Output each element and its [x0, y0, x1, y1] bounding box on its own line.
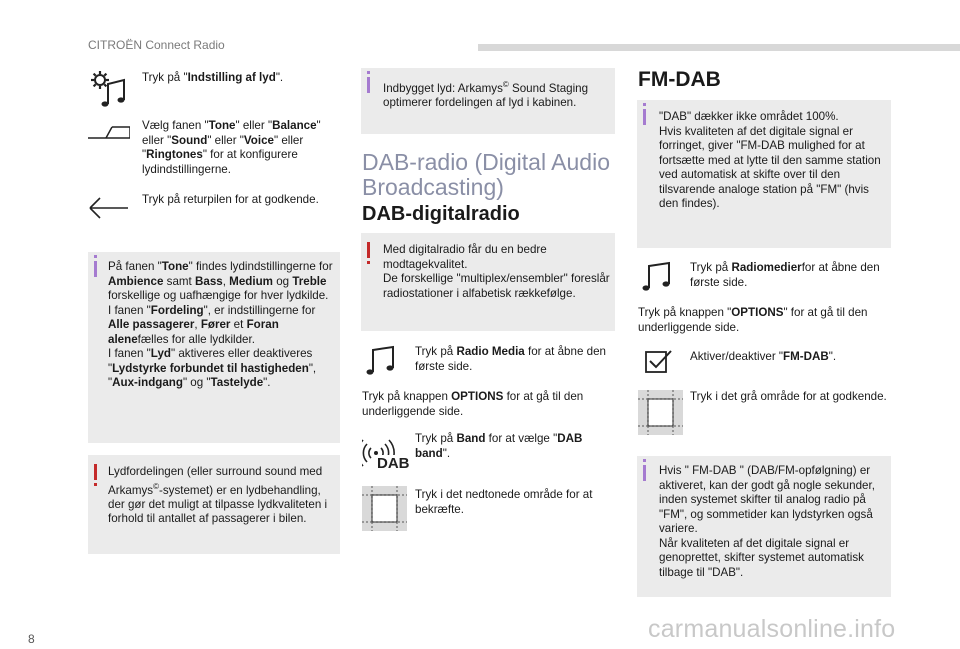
page-number: 8	[28, 632, 35, 646]
step-radio-media: Tryk på Radio Media for at åbne den første side.	[415, 345, 606, 373]
step-confirm-grey-fm: Tryk i det grå område for at godkende.	[690, 390, 887, 403]
back-arrow-icon	[88, 196, 130, 220]
warning-marker-icon	[367, 242, 370, 258]
warning-box-digital: Med digitalradio får du en bedre modtagekvalitet. De forskellige "multiplex/ensembler" foreslår radiostationer i alfabetisk rækkefølge.	[361, 233, 615, 331]
music-note-icon	[641, 260, 673, 292]
music-note-icon	[365, 344, 397, 376]
grey-area-icon	[638, 390, 683, 435]
info-marker-icon	[643, 109, 646, 125]
info-box-fm-dab-switch: Hvis " FM-DAB " (DAB/FM-opfølgning) er aktiveret, kan der godt gå nogle sekunder, inden systemet skifter til analog radio på "FM", og sommetider kan lydstyrken også variere. Når kvaliteten af det digitale signal er genoprettet, skifter systemet automatisk tilbage til "DAB".	[637, 456, 891, 597]
info-marker-icon	[643, 465, 646, 481]
info-box-arkamys: Indbygget lyd: Arkamys© Sound Staging optimerer fordelingen af lyd i kabinen.	[361, 68, 615, 134]
info-box-tone: På fanen "Tone" findes lydindstillingerne for Ambience samt Bass, Medium og Treble forskellige og uafhængige for hver lydkilde. I fanen "Fordeling", er indstillingerne for Alle passagerer, Fører et Foran alenefælles for alle lydkilder. I fanen "Lyd" aktiveres eller deaktiveres "Lydstyrke forbundet til hastigheden", "Aux-indgang" og "Tastelyde".	[88, 252, 340, 443]
step-radiomedier: Tryk på Radiomedierfor at åbne den første side.	[690, 261, 880, 289]
para-options: Tryk på knappen OPTIONS for at gå til den underliggende side.	[362, 390, 584, 418]
step-toggle-fm-dab: Aktiver/deaktiver "FM-DAB".	[690, 350, 837, 363]
step-band: Tryk på Band for at vælge "DAB band".	[415, 432, 583, 460]
fm-dab-title: FM-DAB	[638, 68, 721, 91]
dab-band-icon	[362, 433, 408, 473]
document-header: CITROËN Connect Radio	[88, 38, 225, 52]
dab-icon-label: DAB	[377, 455, 410, 472]
warning-marker-icon	[94, 464, 97, 480]
grey-area-icon	[362, 486, 407, 531]
header-bar	[478, 44, 960, 51]
checkbox-icon	[645, 349, 673, 373]
step-open-sound-settings: Tryk på "Indstilling af lyd".	[142, 71, 284, 84]
subsection-title-dab: DAB-digitalradio	[362, 203, 520, 225]
step-select-tab: Vælg fanen "Tone" eller "Balance" eller "Sound" eller "Voice" eller "Ringtones" for at konfigurere lydindstillingerne.	[142, 119, 321, 176]
section-title-dab: DAB-radio (Digital Audio Broadcasting)	[362, 149, 611, 200]
info-marker-icon	[367, 77, 370, 93]
watermark: carmanualsonline.info	[648, 615, 896, 643]
step-confirm-back: Tryk på returpilen for at godkende.	[142, 193, 319, 206]
para-options-fm: Tryk på knappen "OPTIONS" for at gå til den underliggende side.	[638, 306, 868, 334]
settings-music-icon	[88, 68, 128, 108]
info-box-dab-coverage: "DAB" dækker ikke området 100%. Hvis kvaliteten af det digitale signal er forringet, giver "FM-DAB mulighed for at fortsætte med at lytte til den samme station ved automatisk at skifte over til den tilsvarende analoge station på "FM" (hvis den findes).	[637, 100, 891, 248]
step-confirm-grey: Tryk i det nedtonede område for at bekræfte.	[415, 488, 593, 516]
info-marker-icon	[94, 261, 97, 277]
warning-box-distribution: Lydfordelingen (eller surround sound med Arkamys©-systemet) er en lydbehandling, der gør det muligt at tilpasse lydkvaliteten i forhold til antallet af passagerer i bilen.	[88, 455, 340, 554]
slider-icon	[88, 126, 130, 140]
